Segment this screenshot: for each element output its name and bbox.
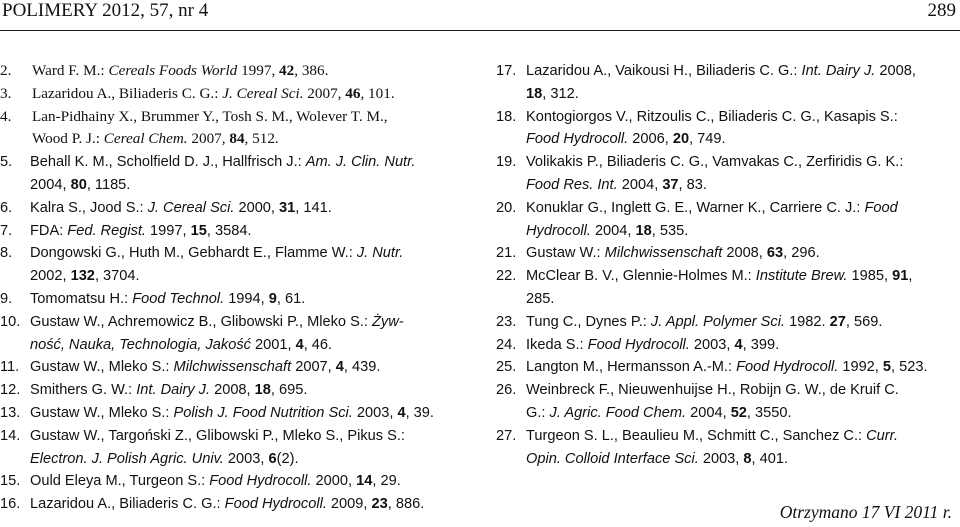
reference-item xyxy=(0,242,470,288)
reference-item xyxy=(496,425,958,471)
reference-number: 15. xyxy=(0,473,21,490)
journal-name: Food xyxy=(864,199,898,216)
reference-number: 18. xyxy=(496,108,517,125)
reference-line xyxy=(30,311,470,334)
reference-number: 14. xyxy=(0,427,21,444)
journal-name: Milchwissenschaft xyxy=(604,245,723,262)
citation-text: Lazaridou A., Biliaderis C. G.: xyxy=(30,496,225,513)
reference-item xyxy=(496,60,958,106)
volume-number: 4 xyxy=(397,404,406,421)
journal-name: Żyw- xyxy=(371,313,404,330)
citation-text: 285. xyxy=(526,290,555,307)
journal-name: Cereals Foods World xyxy=(108,62,238,79)
reference-line xyxy=(526,151,958,174)
volume-number: 52 xyxy=(730,404,747,421)
journal-name: Food Hydrocoll. xyxy=(224,496,327,513)
journal-name: ność, Nauka, Technologia, Jakość xyxy=(30,336,251,353)
citation-text: , xyxy=(908,268,913,285)
reference-line xyxy=(30,174,470,197)
reference-line xyxy=(526,220,958,243)
citation-text: McClear B. V., Glennie-Holmes M.: xyxy=(526,268,756,285)
reference-number: 20. xyxy=(496,199,517,216)
citation-text: , 39. xyxy=(405,404,434,421)
volume-number: 5 xyxy=(882,359,892,376)
citation-text: , 439. xyxy=(343,359,381,376)
reference-line xyxy=(32,128,470,151)
reference-item xyxy=(496,197,958,243)
citation-text: 2008, xyxy=(722,245,767,262)
reference-item xyxy=(0,379,470,402)
volume-number: 4 xyxy=(734,336,743,353)
volume-number: 63 xyxy=(766,245,784,262)
reference-line xyxy=(30,288,470,311)
citation-text: Ward F. M.: xyxy=(32,62,109,79)
citation-text: 1992, xyxy=(838,359,883,376)
journal-name: Institute Brew. xyxy=(755,268,848,285)
volume-number: 4 xyxy=(295,336,304,353)
reference-number: 6. xyxy=(0,199,13,216)
volume-number: 42 xyxy=(279,62,295,79)
citation-text: Tomomatsu H.: xyxy=(30,290,133,307)
reference-number: 2. xyxy=(0,62,12,79)
citation-text: , 512. xyxy=(244,130,279,148)
reference-number: 17. xyxy=(496,63,517,79)
reference-item xyxy=(0,151,470,197)
citation-text: 2003, xyxy=(223,450,269,467)
reference-number: 19. xyxy=(496,154,517,171)
reference-line xyxy=(30,220,470,243)
reference-line xyxy=(30,448,470,471)
reference-line xyxy=(526,288,958,311)
reference-number: 11. xyxy=(0,359,20,376)
reference-number: 13. xyxy=(0,404,21,421)
reference-number: 9. xyxy=(0,290,13,307)
reference-number: 26. xyxy=(496,382,517,399)
volume-number: 18 xyxy=(254,382,271,399)
citation-text: , 83. xyxy=(678,176,707,193)
citation-text: (2). xyxy=(276,450,299,467)
volume-number: 91 xyxy=(892,268,909,285)
citation-text: Behall K. M., Scholfield D. J., Hallfrisch J.: xyxy=(30,154,306,171)
page-number: 289 xyxy=(927,0,956,21)
reference-line xyxy=(32,60,470,83)
citation-text: Turgeon S. L., Beaulieu M., Schmitt C., Sanchez C.: xyxy=(526,427,867,444)
reference-item xyxy=(0,402,470,425)
journal-name: Hydrocoll. xyxy=(526,222,591,239)
reference-line xyxy=(30,425,470,448)
volume-number: 20 xyxy=(672,131,690,148)
journal-name: Food Technol. xyxy=(132,290,225,307)
citation-text: 2003, xyxy=(698,450,744,467)
journal-name: Polish J. Food Nutrition Sci. xyxy=(173,404,353,421)
reference-line xyxy=(30,470,470,493)
reference-number: 5. xyxy=(0,154,13,171)
reference-item xyxy=(0,470,470,493)
citation-text: Kalra S., Jood S.: xyxy=(30,199,148,216)
reference-item xyxy=(496,379,958,425)
volume-number: 4 xyxy=(335,359,344,376)
volume-number: 132 xyxy=(70,268,95,285)
journal-name: Curr. xyxy=(866,427,899,444)
journal-name: J. Agric. Food Chem. xyxy=(549,404,687,421)
citation-text: 2001, xyxy=(250,336,296,353)
citation-text: Smithers G. W.: xyxy=(30,382,137,399)
reference-line xyxy=(30,151,470,174)
citation-text: 2006, xyxy=(628,131,673,148)
reference-line xyxy=(526,265,958,288)
citation-text: , 46. xyxy=(303,336,333,353)
reference-line xyxy=(30,334,470,357)
citation-text: 2009, xyxy=(326,496,372,513)
reference-item xyxy=(0,83,470,106)
journal-name: Electron. J. Polish Agric. Univ. xyxy=(30,450,224,467)
reference-item xyxy=(496,356,958,379)
citation-text: Lan-Pidhainy X., Brummer Y., Tosh S. M., Wolever T. M., xyxy=(32,107,388,125)
citation-text: , 535. xyxy=(651,222,689,239)
reference-number: 21. xyxy=(496,245,517,262)
citation-text: , 523. xyxy=(891,359,928,376)
citation-text: Wood P. J.: xyxy=(32,130,104,148)
reference-line xyxy=(30,493,470,516)
citation-text: Dongowski G., Huth M., Gebhardt E., Flamme W.: xyxy=(30,245,357,262)
citation-text: 2002, xyxy=(30,268,71,285)
citation-text: Lazaridou A., Vaikousi H., Biliaderis C. G.: xyxy=(526,63,802,79)
reference-line xyxy=(526,356,958,379)
citation-text: , 401. xyxy=(751,450,789,467)
reference-line xyxy=(526,425,958,448)
received-date: Otrzymano 17 VI 2011 r. xyxy=(779,502,952,522)
reference-line xyxy=(526,60,958,83)
citation-text: Konuklar G., Inglett G. E., Warner K., Carriere C. J.: xyxy=(526,199,865,216)
reference-line xyxy=(32,106,470,129)
citation-text: Gustaw W., Mleko S.: xyxy=(30,359,174,376)
citation-text: , 886. xyxy=(387,496,425,513)
citation-text: , 3550. xyxy=(746,404,792,421)
citation-text: FDA: xyxy=(30,222,68,239)
reference-item xyxy=(496,242,958,265)
reference-number: 24. xyxy=(496,336,517,353)
volume-number: 18 xyxy=(526,85,543,102)
citation-text: , 3584. xyxy=(206,222,252,239)
volume-number: 18 xyxy=(635,222,652,239)
citation-text: G.: xyxy=(526,404,550,421)
reference-line xyxy=(526,128,958,151)
citation-text: , 749. xyxy=(689,131,726,148)
citation-text: Lazaridou A., Biliaderis C. G.: xyxy=(32,84,223,102)
reference-line xyxy=(526,402,958,425)
volume-number: 6 xyxy=(268,450,277,467)
journal-name: Food Hydrocoll. xyxy=(209,473,312,490)
citation-text: , 296. xyxy=(783,245,820,262)
citation-text: Gustaw W.: xyxy=(526,245,605,262)
journal-name: Food Res. Int. xyxy=(526,176,618,193)
journal-title: POLIMERY 2012, 57, nr 4 xyxy=(2,0,209,21)
reference-number: 16. xyxy=(0,496,21,513)
citation-text: 2004, xyxy=(30,176,71,193)
volume-number: 37 xyxy=(662,176,679,193)
volume-number: 14 xyxy=(356,473,373,490)
citation-text: , 569. xyxy=(845,313,883,330)
citation-text: 2007, xyxy=(187,130,230,148)
citation-text: , 1185. xyxy=(86,176,131,193)
reference-item xyxy=(496,311,958,334)
citation-text: 2003, xyxy=(352,404,398,421)
page-header xyxy=(0,0,960,22)
citation-text: 2004, xyxy=(617,176,663,193)
reference-line xyxy=(30,379,470,402)
citation-text: Ikeda S.: xyxy=(526,336,588,353)
reference-line xyxy=(32,83,470,106)
citation-text: , 695. xyxy=(270,382,308,399)
references-left-column xyxy=(0,60,470,516)
volume-number: 27 xyxy=(829,313,846,330)
citation-text: , 29. xyxy=(372,473,401,490)
journal-name: Cereal Chem. xyxy=(103,130,188,148)
journal-name: Food Hydrocoll. xyxy=(736,359,839,376)
reference-item xyxy=(0,106,470,152)
citation-text: 1985, xyxy=(847,268,893,285)
citation-text: , 61. xyxy=(276,290,306,307)
volume-number: 15 xyxy=(190,222,207,239)
reference-item xyxy=(496,265,958,311)
citation-text: , 312. xyxy=(542,85,579,102)
volume-number: 80 xyxy=(70,176,87,193)
reference-item xyxy=(0,60,470,83)
volume-number: 9 xyxy=(268,290,277,307)
citation-text: 1994, xyxy=(224,290,269,307)
reference-number: 10. xyxy=(0,313,21,330)
citation-text: 1982. xyxy=(785,313,830,330)
reference-item xyxy=(0,197,470,220)
reference-line xyxy=(526,174,958,197)
volume-number: 31 xyxy=(279,199,296,216)
citation-text: 2007, xyxy=(303,84,346,102)
journal-name: Food Hydrocoll. xyxy=(526,131,629,148)
reference-line xyxy=(526,334,958,357)
reference-line xyxy=(30,197,470,220)
citation-text: Langton M., Hermansson A.-M.: xyxy=(526,359,737,376)
citation-text: , 3704. xyxy=(94,268,140,285)
reference-item xyxy=(496,151,958,197)
citation-text: , 101. xyxy=(360,84,395,102)
reference-number: 23. xyxy=(496,313,517,330)
citation-text: 1997, xyxy=(145,222,191,239)
journal-name: J. Cereal Sci. xyxy=(147,199,235,216)
reference-item xyxy=(0,425,470,471)
citation-text: 2000, xyxy=(234,199,280,216)
reference-line xyxy=(30,242,470,265)
reference-item xyxy=(496,106,958,152)
citation-text: 2003, xyxy=(689,336,735,353)
reference-item xyxy=(0,311,470,357)
reference-number: 22. xyxy=(496,268,517,285)
journal-name: Fed. Regist. xyxy=(67,222,146,239)
citation-text: , 399. xyxy=(742,336,780,353)
citation-text: Gustaw W., Achremowicz B., Glibowski P., Mleko S.: xyxy=(30,313,372,330)
reference-number: 4. xyxy=(0,107,12,125)
reference-line xyxy=(30,356,470,379)
reference-number: 25. xyxy=(496,359,517,376)
reference-line xyxy=(526,311,958,334)
reference-line xyxy=(526,448,958,471)
volume-number: 8 xyxy=(743,450,752,467)
reference-number: 12. xyxy=(0,382,21,399)
citation-text: Tung C., Dynes P.: xyxy=(526,313,651,330)
reference-item xyxy=(496,334,958,357)
citation-text: 1997, xyxy=(237,62,280,79)
reference-line xyxy=(30,265,470,288)
journal-name: Food Hydrocoll. xyxy=(587,336,690,353)
volume-number: 84 xyxy=(229,130,245,148)
reference-item xyxy=(0,220,470,243)
reference-line xyxy=(526,242,958,265)
reference-number: 3. xyxy=(0,84,12,102)
reference-item xyxy=(0,288,470,311)
reference-line xyxy=(526,197,958,220)
reference-line xyxy=(30,402,470,425)
reference-number: 27. xyxy=(496,427,517,444)
journal-name: Am. J. Clin. Nutr. xyxy=(305,154,416,171)
reference-number: 8. xyxy=(0,245,13,262)
reference-line xyxy=(526,83,958,106)
reference-number: 7. xyxy=(0,222,13,239)
journal-name: Int. Dairy J. xyxy=(801,63,876,79)
header-rule xyxy=(0,30,960,31)
volume-number: 23 xyxy=(371,496,388,513)
journal-name: Int. Dairy J. xyxy=(136,382,211,399)
journal-name: Opin. Colloid Interface Sci. xyxy=(526,450,699,467)
reference-item xyxy=(0,493,470,516)
citation-text: 2000, xyxy=(311,473,357,490)
citation-text: 2004, xyxy=(590,222,636,239)
citation-text: 2007, xyxy=(291,359,336,376)
citation-text: Ould Eleya M., Turgeon S.: xyxy=(30,473,210,490)
citation-text: Weinbreck F., Nieuwenhuijse H., Robijn G. W., de Kruif C. xyxy=(526,382,899,399)
volume-number: 46 xyxy=(345,84,361,102)
citation-text: 2004, xyxy=(686,404,731,421)
citation-text: Kontogiorgos V., Ritzoulis C., Biliaderis C. G., Kasapis S.: xyxy=(526,108,898,125)
references-right-column xyxy=(496,60,958,470)
citation-text: Gustaw W., Targoński Z., Glibowski P., Mleko S., Pikus S.: xyxy=(30,427,405,444)
reference-item xyxy=(0,356,470,379)
reference-line xyxy=(526,379,958,402)
citation-text: Gustaw W., Mleko S.: xyxy=(30,404,174,421)
citation-text: 2008, xyxy=(875,63,916,79)
journal-name: J. Cereal Sci. xyxy=(222,84,304,102)
citation-text: 2008, xyxy=(210,382,255,399)
citation-text: Volikakis P., Biliaderis C. G., Vamvakas C., Zerfiridis G. K.: xyxy=(526,154,904,171)
journal-name: J. Nutr. xyxy=(356,245,404,262)
citation-text: , 386. xyxy=(294,62,329,79)
reference-line xyxy=(526,106,958,129)
citation-text: , 141. xyxy=(295,199,332,216)
journal-name: J. Appl. Polymer Sci. xyxy=(650,313,786,330)
journal-name: Milchwissenschaft xyxy=(173,359,292,376)
